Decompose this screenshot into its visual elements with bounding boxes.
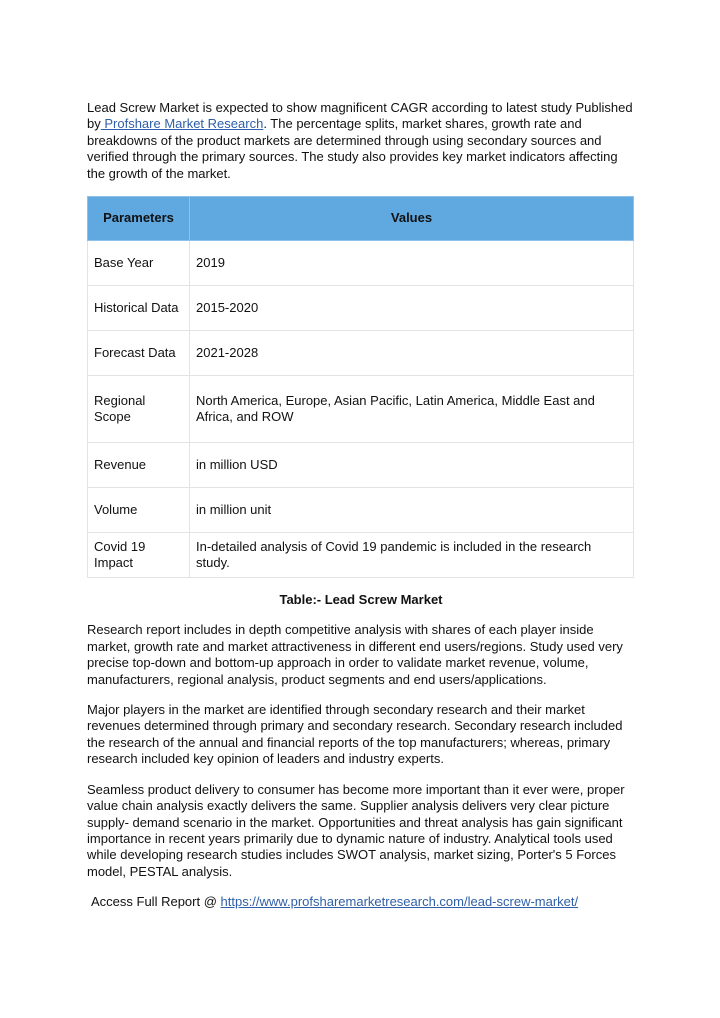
header-parameters: Parameters: [88, 197, 190, 241]
value-cell: in million USD: [190, 443, 634, 488]
body-paragraph: Research report includes in depth competitive analysis with shares of each player inside market, growth rate and market attractiveness in different end users/regions. Study used very precise top-down and bottom-up approach in order to validate market revenue, volume, manufacturers, regional analysis, product segments and end users/applications.: [87, 622, 623, 687]
value-cell: 2021-2028: [190, 331, 634, 376]
value-cell: 2015-2020: [190, 286, 634, 331]
table-row: [88, 331, 634, 376]
body-paragraph: Major players in the market are identified through secondary research and their market revenues determined through primary and secondary research. Secondary research included the research of the annual and financial reports of the top manufacturers; whereas, primary research included key opinion of leaders and industry experts.: [87, 702, 623, 767]
table-row: [88, 376, 634, 443]
value-cell: in million unit: [190, 488, 634, 533]
publisher-link[interactable]: Profshare Market Research: [100, 116, 264, 132]
param-cell: Covid 19 Impact: [88, 533, 190, 578]
intro-paragraph: [87, 100, 635, 182]
document-page: [87, 100, 635, 911]
table-row: [88, 443, 634, 488]
access-label: Access Full Report @: [91, 894, 221, 910]
header-values: Values: [190, 197, 634, 241]
table-header-row: [88, 197, 634, 241]
table-row: [88, 241, 634, 286]
report-link[interactable]: https://www.profsharemarketresearch.com/lead-screw-market/: [220, 894, 579, 910]
access-line: [87, 894, 635, 910]
param-cell: Historical Data: [88, 286, 190, 331]
parameters-table: [87, 196, 634, 578]
table-row: [88, 533, 634, 578]
param-cell: Forecast Data: [88, 331, 190, 376]
table-caption: Table:- Lead Screw Market: [279, 592, 443, 608]
param-cell: Volume: [88, 488, 190, 533]
value-cell: 2019: [190, 241, 634, 286]
intro-text-before: Lead Screw Market is expected to show magnificent CAGR according to latest study Published by: [87, 100, 633, 132]
value-cell: North America, Europe, Asian Pacific, Latin America, Middle East and Africa, and ROW: [190, 376, 634, 443]
table-row: [88, 488, 634, 533]
table-row: [88, 286, 634, 331]
param-cell: Base Year: [88, 241, 190, 286]
body-paragraph: Seamless product delivery to consumer has become more important than it ever were, proper value chain analysis exactly delivers the same. Supplier analysis delivers very clear picture supply- demand scenario in the market. Opportunities and threat analysis has gain significant importance in recent years primarily due to dynamic nature of industry. Analytical tools used while developing research studies includes SWOT analysis, market sizing, Porter's 5 Forces model, PESTAL analysis.: [87, 781, 625, 879]
param-cell: Regional Scope: [88, 376, 190, 443]
value-cell: In-detailed analysis of Covid 19 pandemic is included in the research study.: [190, 533, 634, 578]
intro-text-after: . The percentage splits, market shares, growth rate and breakdowns of the product markets are determined through using secondary sources and verified through the primary sources. The study also provides key market indicators affecting the growth of the market.: [87, 116, 618, 181]
param-cell: Revenue: [88, 443, 190, 488]
